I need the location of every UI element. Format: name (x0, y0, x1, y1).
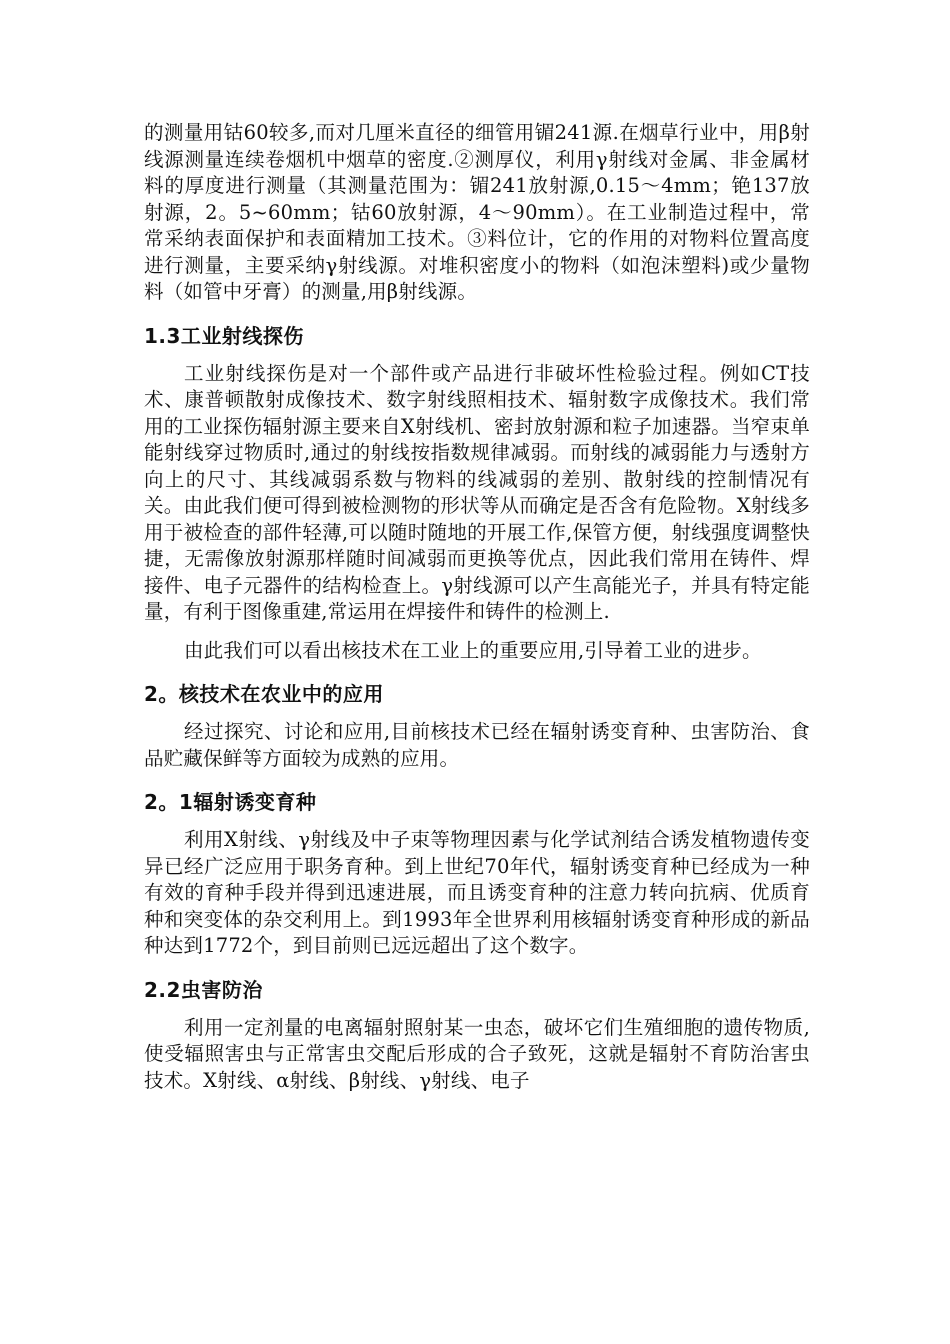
heading-mutation-breeding: 2。1辐射诱变育种 (144, 790, 317, 814)
paragraph-agriculture-intro: 经过探究、讨论和应用,目前核技术已经在辐射诱变育种、虫害防治、食品贮藏保鲜等方面较为成熟的应用。 (144, 720, 810, 770)
heading-industrial-radiography: 1.3工业射线探伤 (144, 323, 304, 348)
heading-agriculture-applications: 2。核技术在农业中的应用 (144, 682, 384, 706)
paragraph-pest-control: 利用一定剂量的电离辐射照射某一虫态，破坏它们生殖细胞的遗传物质,使受辐照害虫与正常害虫交配后形成的合子致死，这就是辐射不育防治害虫技术。X射线、α射线、β射线、γ射线、电子 (144, 1015, 810, 1092)
heading-pest-control: 2.2虫害防治 (144, 977, 263, 1002)
paragraph-measurement-continued: 的测量用钴60较多,而对几厘米直径的细管用镅241源.在烟草行业中，用β射线源测量连续卷烟机中烟草的密度.②测厚仪，利用γ射线对金属、非金属材料的厚度进行测量（其测量范围为：镅241放射源,0.15～4mm；铯137放射源，2。5~60mm；钴60放射源，4～90mm）。在工业制造过程中，常常采纳表面保护和表面精加工技术。③料位计，它的作用的对物料位置高度进行测量，主要采纳γ射线源。对堆积密度小的物料（如泡沫塑料)或少量物料（如管中牙膏）的测量,用β射线源。 (144, 121, 810, 303)
paragraph-mutation-breeding: 利用X射线、γ射线及中子束等物理因素与化学试剂结合诱发植物遗传变异已经广泛应用于职务育种。到上世纪70年代，辐射诱变育种已经成为一种有效的育种手段并得到迅速进展，而且诱变育种的注意力转向抗病、优质育种和突变体的杂交利用上。到1993年全世界利用核辐射诱变育种形成的新品种达到1772个，到目前则已远远超出了这个数字。 (144, 828, 810, 957)
paragraph-industrial-radiography: 工业射线探伤是对一个部件或产品进行非破坏性检验过程。例如CT技术、康普顿散射成像技术、数字射线照相技术、辐射数字成像技术。我们常用的工业探伤辐射源主要来自X射线机、密封放射源和粒子加速器。当窄束单能射线穿过物质时,通过的射线按指数规律减弱。而射线的减弱能力与透射方向上的尺寸、其线减弱系数与物料的线减弱的差别、散射线的控制情况有关。由此我们便可得到被检测物的形状等从而确定是否含有危险物。X射线多用于被检查的部件轻薄,可以随时随地的开展工作,保管方便，射线强度调整快捷，无需像放射源那样随时间减弱而更换等优点，因此我们常用在铸件、焊接件、电子元器件的结构检查上。γ射线源可以产生高能光子，并具有特定能量，有利于图像重建,常运用在焊接件和铸件的检测上. (144, 361, 810, 623)
document-page (144, 120, 810, 1094)
paragraph-industry-summary: 由此我们可以看出核技术在工业上的重要应用,引导着工业的进步。 (184, 638, 762, 662)
